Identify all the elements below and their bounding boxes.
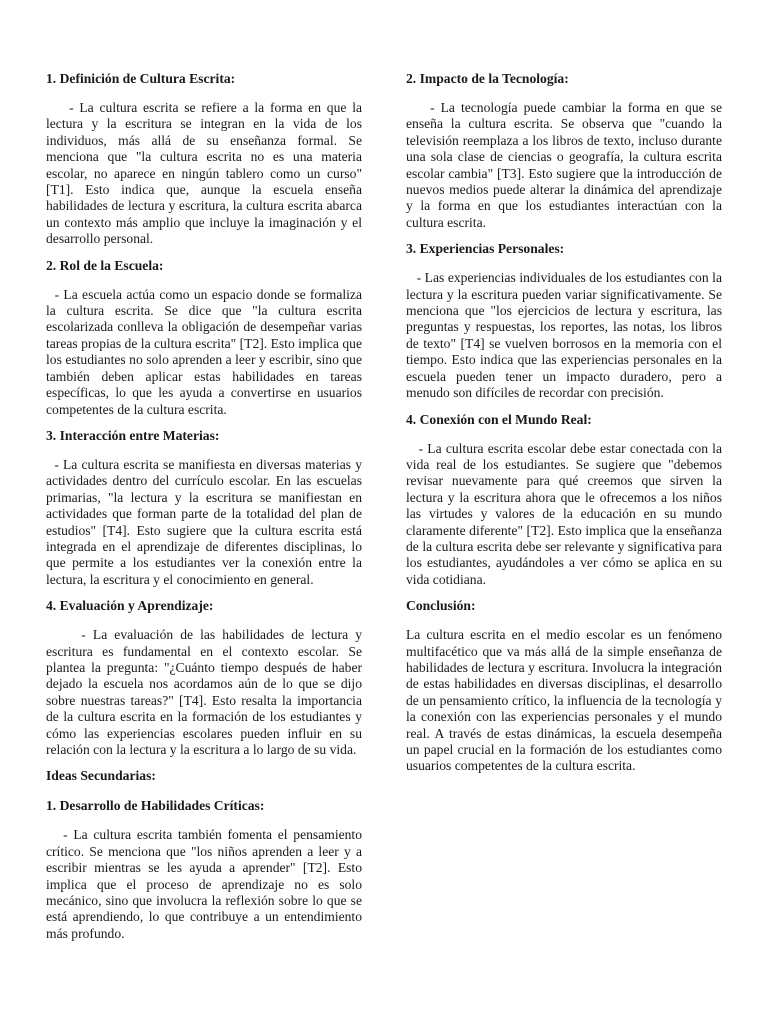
section-paragraph: - La cultura escrita se refiere a la forma en que la lectura y la escritura se integran en la vida de los individuos, más allá de su enseñanza formal. Se menciona que "la cultura escrita no es una materia escolar, no aparece en ningún tablero como un curso" [T1]. Esto indica que, aunque la escuela enseña habilidades de lectura y escritura, la cultura escrita abarca un contexto más amplio que incluye la imaginación y el desarrollo personal.: [46, 100, 362, 247]
section-paragraph: - La cultura escrita se manifiesta en diversas materias y actividades dentro del currículo escolar. En las escuelas primarias, "la lectura y la escritura se manifiestan en actividades que forman parte de la totalidad del plan de estudios" [T4]. Esto sugiere que la cultura escrita está integrada en el aprendizaje de diferentes disciplinas, lo que permite a los estudiantes ver la conexión entre la lectura, la escritura y el conocimiento en general.: [46, 456, 362, 587]
section-ideas-secundarias: [46, 767, 362, 784]
section-paragraph: - La evaluación de las habilidades de lectura y escritura es fundamental en el contexto escolar. Se plantea la pregunta: "¿Cuánto tiempo después de haber dejado la escuela nos acordamos aún de lo que se dijo sobre nuestras tareas?" [T4]. Esto resalta la importancia de la cultura escrita en la formación de los estudiantes y cómo las experiencias escolares pueden influir en su relación con la lectura y la escritura a lo largo de su vida.: [46, 627, 362, 757]
section-definicion: [46, 70, 362, 248]
section-experiencias-personales: [406, 240, 722, 401]
section-heading: 2. Impacto de la Tecnología:: [406, 71, 569, 86]
section-paragraph: - La cultura escrita también fomenta el pensamiento crítico. Se menciona que "los niños aprenden a leer y a escribir mientras se les ayuda a aprender" [T2]. Esto implica que el proceso de aprendizaje no es solo mecánico, sino que involucra la reflexión sobre lo que se está aprendiendo, lo que contribuye a un entendimiento más profundo.: [46, 827, 362, 941]
section-heading: 2. Rol de la Escuela:: [46, 257, 164, 273]
section-heading: 3. Interacción entre Materias:: [46, 427, 220, 443]
section-evaluacion: [46, 597, 362, 758]
section-heading: Conclusión:: [406, 598, 476, 614]
section-paragraph: - La escuela actúa como un espacio donde se formaliza la cultura escrita. Se dice que "la cultura escrita escolarizada conlleva la obligación de desempeñar varias tareas propias de la cultura escrita" [T2]. Esto implica que los estudiantes no solo aprenden a leer y escribir, sino que también deben aplicar estas habilidades en tareas específicas, lo que les ayuda a convertirse en usuarios competentes de la cultura escrita.: [46, 286, 362, 417]
section-heading: 4. Conexión con el Mundo Real:: [406, 411, 592, 427]
section-impacto-tecnologia: [406, 70, 722, 231]
section-conclusion: [406, 597, 722, 775]
section-habilidades-criticas: [46, 797, 362, 942]
section-paragraph: - Las experiencias individuales de los estudiantes con la lectura y la escritura pueden variar significativamente. Se menciona que "los ejercicios de lectura y escritura, las preguntas y respuestas, los reportes, las notas, los libros de texto" [T4] se vuelven borrosos en la memoria con el tiempo. Esto indica que las experiencias personales en la escuela pueden tener un impacto duradero, pero a menudo son difíciles de recordar con precisión.: [406, 270, 722, 401]
section-heading: 1. Desarrollo de Habilidades Críticas:: [46, 798, 265, 814]
left-column: [46, 70, 362, 1010]
section-paragraph: La cultura escrita en el medio escolar es un fenómeno multifacético que va más allá de la simple enseñanza de habilidades de lectura y escritura. Involucra la integración de estas habilidades en diversas disciplinas, el desarrollo de un pensamiento crítico, la influencia de la tecnología y la conexión con las experiencias personales y el mundo real. A través de estas dinámicas, la escuela desempeña un papel crucial en la formación de los estudiantes como usuarios competentes de la cultura escrita.: [406, 627, 722, 774]
section-paragraph: - La tecnología puede cambiar la forma en que se enseña la cultura escrita. Se observa que "cuando la televisión reemplaza a los libros de texto, incluso durante una sola clase de ciencias o geografía, la cultura escrita escolar cambia" [T3]. Esto sugiere que la introducción de nuevos medios puede alterar la dinámica del aprendizaje y la forma en que los estudiantes interactúan con la cultura escrita.: [406, 100, 722, 230]
document-page: [46, 70, 722, 1010]
section-paragraph: - La cultura escrita escolar debe estar conectada con la vida real de los estudiantes. Se sugiere que "debemos revisar nuevamente para qué creemos que sirven la lectura y la escritura ahora que le ofrecemos a los niños las virtudes y valores de la educación en su mundo claramente diferente" [T2]. Esto implica que la enseñanza de la cultura escrita debe ser relevante y significativa para los estudiantes, ayudándoles a ver cómo se aplica en su vida cotidiana.: [406, 440, 722, 587]
section-heading: Ideas Secundarias:: [46, 768, 156, 784]
section-heading: 1. Definición de Cultura Escrita:: [46, 71, 236, 86]
right-column: [406, 70, 722, 1010]
section-interaccion-materias: [46, 427, 362, 588]
section-conexion-mundo-real: [406, 411, 722, 589]
section-heading: 3. Experiencias Personales:: [406, 241, 565, 257]
section-rol-escuela: [46, 257, 362, 418]
section-heading: 4. Evaluación y Aprendizaje:: [46, 598, 214, 614]
